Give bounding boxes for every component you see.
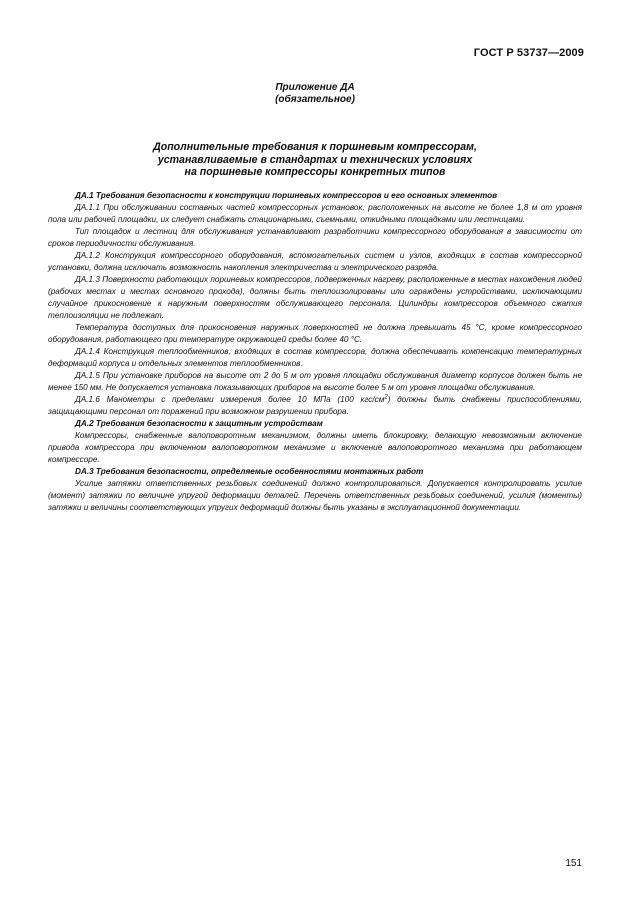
page-title [0, 141, 630, 179]
paragraph-da-1-1: ДА.1.1 При обслуживании составных частей компрессорных установок, расположенных на высоте не более 1,8 м от уровня пола или рабочей площадки, их следует снабжать стационарными, съемными, откидными площадками или лестницами. [48, 203, 582, 224]
paragraph-da-1-2: ДА.1.2 Конструкция компрессорного оборудования, вспомогательных систем и узлов, входящих в состав компрессорной установки, должна исключать возможность накопления электричества и электрического разряда. [48, 251, 582, 272]
section-heading-da2: ДА.2 Требования безопасности к защитным устройствам [75, 419, 323, 428]
title-line-1: Дополнительные требования к поршневым компрессорам, [153, 141, 477, 153]
section-heading-da3: DA.3 Требования безопасности, определяемые особенностями монтажных работ [75, 467, 424, 476]
appendix-status: (обязательное) [275, 94, 355, 105]
superscript-exponent: 2 [384, 394, 388, 401]
standard-designation: ГОСТ Р 53737—2009 [473, 47, 584, 59]
title-line-2: устанавливаемые в стандартах и технических условиях [157, 153, 473, 166]
paragraph-da-1-6-end: ) должны быть снабжены приспособлениями, защищающими персонал от поражений при возможном разрушении прибора. [48, 395, 582, 416]
title-line-3: на поршневые компрессоры конкретных типов [184, 166, 446, 178]
paragraph-da-1-6 [48, 394, 582, 418]
appendix-label: Приложение ДА [275, 82, 355, 93]
paragraph-tightening: Усилие затяжки ответственных резьбовых соединений должно контролироваться. Допускается контролировать усилие (момент) затяжки по величине упругой деформации деталей. Перечень ответственных резьбовых соединений, усилия (моменты) затяжки и величины соответствующих упругих деформаций должны быть указаны в эксплуатационной документации. [48, 479, 582, 512]
paragraph-blocking: Компрессоры, снабженные валоповоротным механизмом, должны иметь блокировку, делающую невозможным включение привода компрессора при включенном валоповоротном механизме и включение валоповоротного механизма при работающем компрессоре. [48, 431, 582, 464]
paragraph-da-1-6-start: ДА.1.6 Манометры с пределами измерения более 10 МПа (100 кгс/см [75, 395, 385, 404]
page-number: 151 [565, 858, 582, 869]
section-heading-da1: ДА.1 Требования безопасности к конструкции поршневых компрессоров и его основных элементов [75, 191, 498, 200]
paragraph-da-1-5: ДА.1.5 При установке приборов на высоте от 2 до 5 м от уровня площадки обслуживания диаметр корпусов должен быть не менее 150 мм. Не допускается установка показывающих приборов на высоте более 5 м от уровня площадки обслуживания. [48, 371, 582, 392]
paragraph-da-1-3: ДА.1.3 Поверхности работающих поршневых компрессоров, подверженных нагреву, расположенные в местах нахождения людей (рабочих местах и местах основного прохода), должны быть теплоизолированы или ограждены устройствами, исключающими случайное прикосновение к наружным поверхностям обслуживающего персонала. Цилиндры компрессоров объемного сжатия теплоизоляции не подлежат. [48, 275, 582, 320]
document-body [48, 190, 582, 514]
paragraph-platform-types: Тип площадок и лестниц для обслуживания устанавливают разработчики компрессорного оборудования в зависимости от сроков периодичности обслуживания. [48, 227, 582, 248]
appendix-heading [0, 82, 630, 106]
paragraph-da-1-4: ДА.1.4 Конструкция теплообменников, входящих в состав компрессора, должна обеспечивать компенсацию температурных деформаций корпуса и отдельных элементов теплообменников. [48, 347, 582, 368]
paragraph-temperature: Температура доступных для прикосновения наружных поверхностей не должна превышать 45 °С, кроме компрессорного оборудования, работающего при температуре окружающей среды более 40 °С. [48, 323, 582, 344]
